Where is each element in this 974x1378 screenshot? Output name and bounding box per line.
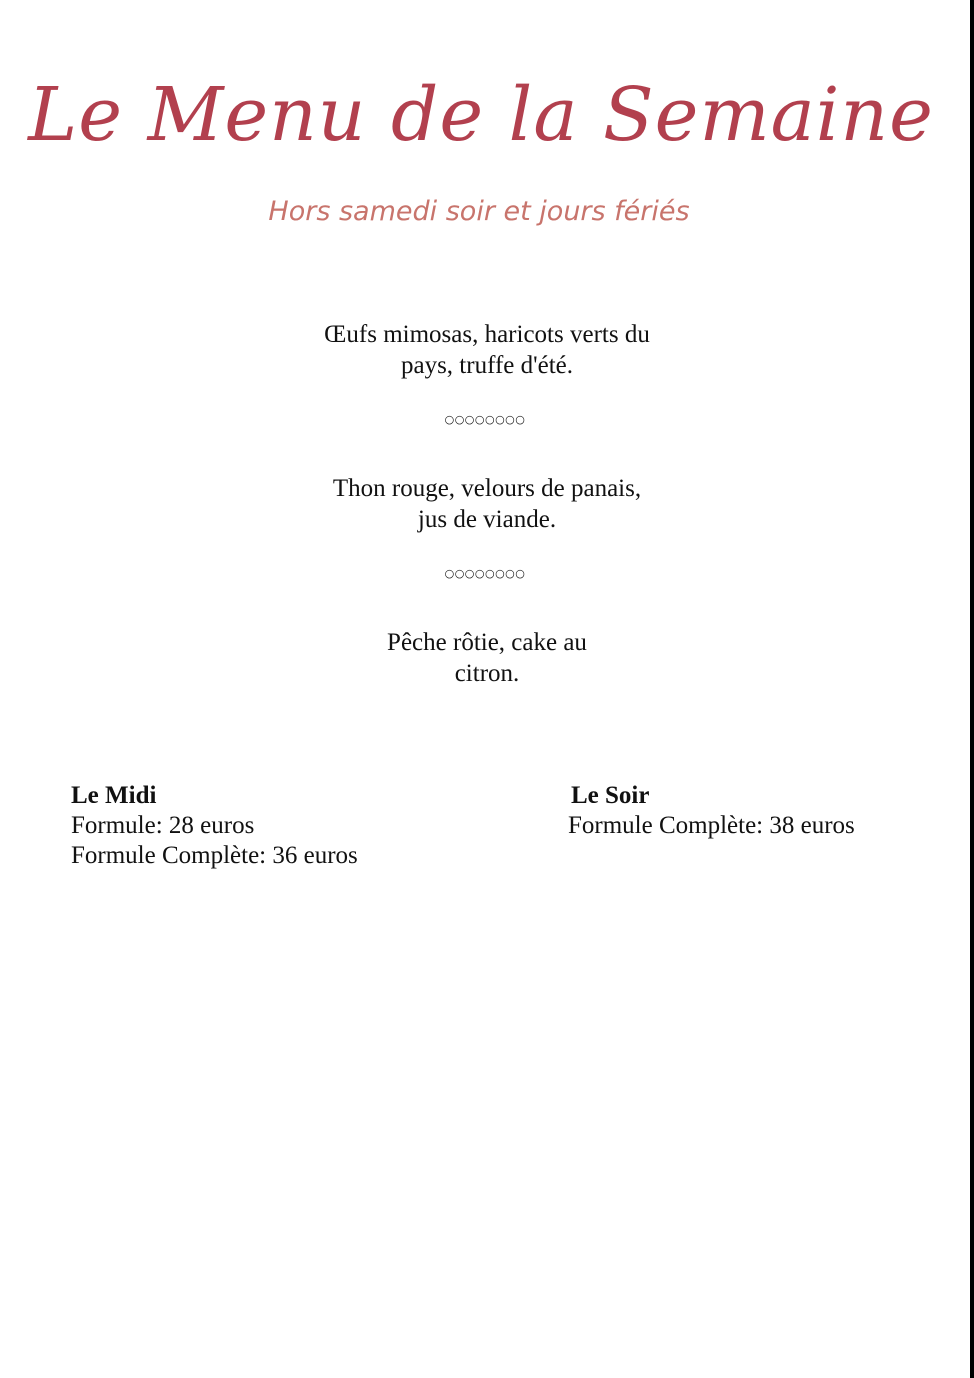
soir-formule-complete: Formule Complète: 38 euros xyxy=(568,812,855,839)
starter-course xyxy=(0,319,974,381)
menu-subtitle: Hors samedi soir et jours fériés xyxy=(268,196,690,227)
course-separator-2: ○○○○○○○○ xyxy=(444,567,526,580)
midi-formule-complete: Formule Complète: 36 euros xyxy=(71,842,358,869)
menu-title: Le Menu de la Semaine xyxy=(28,72,934,158)
midi-formule: Formule: 28 euros xyxy=(71,812,255,839)
main-course xyxy=(0,473,974,535)
soir-heading: Le Soir xyxy=(571,782,650,809)
main-line-1: Thon rouge, velours de panais, xyxy=(332,475,642,502)
midi-heading: Le Midi xyxy=(71,782,157,809)
dessert-line-2: citron. xyxy=(454,660,520,687)
course-separator-1: ○○○○○○○○ xyxy=(444,413,526,426)
pricing-midi xyxy=(71,781,358,871)
main-line-2: jus de viande. xyxy=(417,506,557,533)
starter-line-1: Œufs mimosas, haricots verts du xyxy=(324,321,650,348)
starter-line-2: pays, truffe d'été. xyxy=(400,352,574,379)
dessert-course xyxy=(0,627,974,689)
page-edge xyxy=(970,0,974,1378)
pricing-soir xyxy=(568,781,855,841)
dessert-line-1: Pêche rôtie, cake au xyxy=(387,629,587,656)
